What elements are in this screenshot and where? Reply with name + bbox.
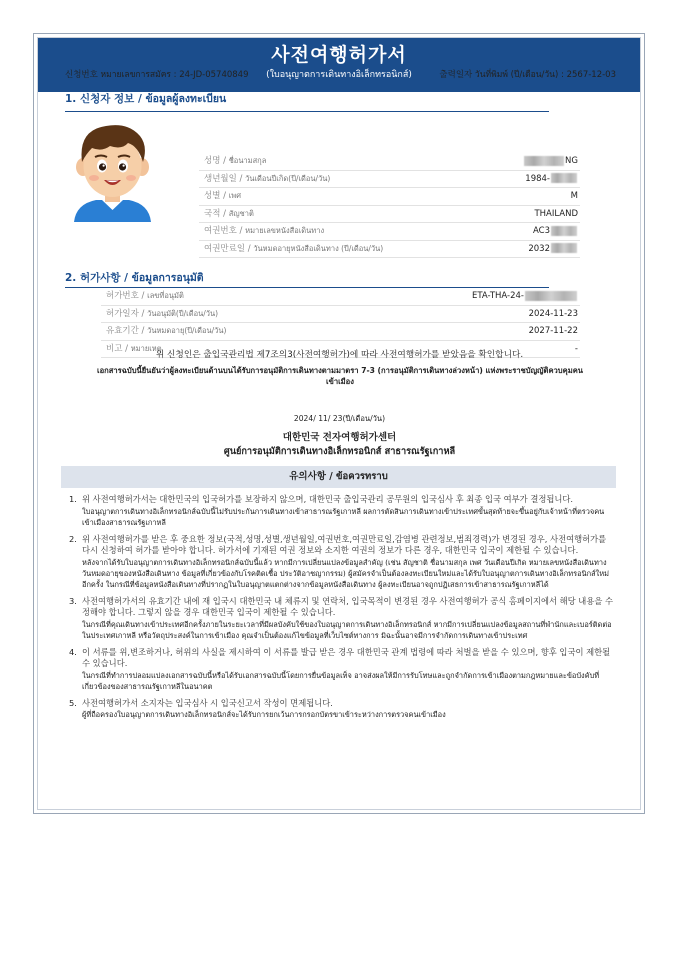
notice-text-ko: 사전여행허가서 소지자는 입국심사 시 입국신고서 작성이 면제됩니다. bbox=[82, 697, 333, 708]
notice-number: 4. bbox=[69, 646, 77, 657]
notice-text-th: ในกรณีที่คุณเดินทางเข้าประเทศอีกครั้งภายในระยะเวลาที่มีผลบังคับใช้ของใบอนุญาตการเดินทางอิเล็กทรอนิกส์ หากมีการเปลี่ยนแปลงข้อมูลสถานที่พำนักและเบอร์ติดต่อในประเทศเกาหลี หรือวัตถุประสงค์ในการเข้าเมือง คุณจำเป็นต้องแก้ไขข้อมูลที่เว็บไซต์ทางการ มิฉะนั้นอาจมีการจำกัดการเดินทางเข้าประเทศ bbox=[82, 619, 612, 640]
application-number-value: 24-JD-05740849 bbox=[179, 70, 249, 80]
redacted-block bbox=[551, 243, 577, 253]
field-label-ko: 성명 bbox=[204, 156, 221, 166]
print-date-label: 출력일자 วันที่พิมพ์ (ปี/เดือน/วัน) : bbox=[439, 70, 564, 80]
document-subtitle: (ใบอนุญาตการเดินทางอิเล็กทรอนิกส์) bbox=[266, 70, 412, 80]
field-label-ko: 비고 bbox=[106, 343, 123, 354]
field-label-ko: 허가번호 bbox=[106, 291, 139, 301]
notice-number: 3. bbox=[69, 595, 77, 606]
field-label-th: ชื่อนามสกุล bbox=[228, 156, 267, 165]
redacted-block bbox=[551, 173, 577, 183]
permit-table bbox=[101, 288, 580, 358]
notice-item bbox=[69, 494, 614, 528]
notice-number: 5. bbox=[69, 697, 77, 708]
permit-row-number: 허가번호 / เลขที่อนุมัติ ETA-THA-24- bbox=[101, 288, 580, 306]
notice-text-ko: 위 사전여행허가서는 대한민국의 입국허가를 보장하지 않으며, 대한민국 출입국관리 공무원의 입국심사 후 최종 입국 여부가 결정됩니다. bbox=[82, 494, 574, 504]
cartoon-boy-avatar-icon bbox=[66, 116, 159, 222]
field-label-ko: 여권만료일 bbox=[204, 243, 246, 254]
title-banner bbox=[38, 38, 640, 92]
field-label-th: หมายเหตุ bbox=[130, 343, 162, 353]
notice-text-th: ผู้ที่ถือครองใบอนุญาตการเดินทางอิเล็กทรอนิกส์จะได้รับการยกเว้นการกรอกบัตรขาเข้าระหว่างการตรวจคนเข้าเมือง bbox=[82, 710, 446, 719]
applicant-section-title: 1. 신청자 정보 / ข้อมูลผู้ลงทะเบียน bbox=[65, 93, 227, 105]
applicant-row-birthdate: 생년월일 / วันเดือนปีเกิด(ปี/เดือน/วัน) 1984- bbox=[199, 171, 580, 189]
confirmation-text-th: เอกสารฉบับนี้ยืนยันว่าผู้ลงทะเบียนด้านบนได้รับการอนุมัติการเดินทางตามมาตรา 7-3 (การอนุมัติการเดินทางล่วงหน้า) แห่งพระราชบัญญัติควบคุมคนเข้าเมือง bbox=[97, 366, 583, 386]
redacted-block bbox=[524, 156, 564, 166]
field-label-th: สัญชาติ bbox=[228, 208, 254, 218]
notice-number: 2. bbox=[69, 533, 77, 544]
application-number-label: 신청번호 หมายเลขการสมัคร : bbox=[65, 70, 177, 80]
notice-text-th: ใบอนุญาตการเดินทางอิเล็กทรอนิกส์ฉบับนี้ไม่รับประกันการเดินทางเข้าสาธารณรัฐเกาหลี ผลการตัดสินการเดินทางเข้าประเทศขั้นสุดท้ายจะขึ้นอยู่กับเจ้าหน้าที่ตรวจคนเข้าเมืองสาธารณรัฐเกาหลี bbox=[82, 506, 605, 527]
confirmation-text-ko: 위 신청인은 출입국관리법 제7조의3(사전여행허가)에 따라 사전여행허가를 받았음을 확인합니다. bbox=[155, 350, 524, 360]
notice-text-ko: 사전여행허가서의 유효기간 내에 재 입국시 대한민국 내 체류지 및 연락처, 입국목적이 변경된 경우 사전여행허가 공식 홈페이지에서 해당 내용을 수정해야 합니다. 그렇지 않을 경우 대한민국 입국이 제한될 수 있습니다. bbox=[82, 595, 614, 617]
applicant-row-name: 성명 / ชื่อนามสกุล NG bbox=[199, 153, 580, 171]
notice-text-th: หลังจากได้รับใบอนุญาตการเดินทางอิเล็กทรอนิกส์ฉบับนี้แล้ว หากมีการเปลี่ยนแปลงข้อมูลสำคัญ (เช่น สัญชาติ ชื่อนามสกุล เพศ วันเดือนปีเกิด หมายเลขหนังสือเดินทาง วันหมดอายุของหนังสือเดินทาง ข้อมูลที่เกี่ยวข้องกับโรคติดเชื้อ ประวัติอาชญากรรม) ผู้สมัครจำเป็นต้องลงทะเบียนใหม่และได้รับใบอนุญาตการเดินทางอิเล็กทรอนิกส์ใหม่อีกครั้ง ในกรณีที่ข้อมูลหนังสือเดินทางที่ปรากฏในใบอนุญาตแตกต่างจากข้อมูลหนังสือเดินทาง ผู้ลงทะเบียนอาจถูกปฏิเสธการเข้าสาธารณรัฐเกาหลีได้ bbox=[82, 557, 609, 589]
field-value: ETA-THA-24- bbox=[472, 291, 524, 301]
field-label-th: วันอนุมัติ(ปี/เดือน/วัน) bbox=[147, 308, 218, 318]
field-label-ko: 유효기간 bbox=[106, 326, 139, 336]
print-date-value: 2567-12-03 bbox=[566, 70, 616, 80]
field-value: 1984- bbox=[525, 173, 550, 184]
applicant-section-divider bbox=[65, 111, 549, 112]
field-label-ko: 생년월일 bbox=[204, 173, 237, 184]
notice-text-th: ในกรณีที่ทำการปลอมแปลงเอกสารฉบับนี้หรือได้รับเอกสารฉบับนี้โดยการยื่นข้อมูลเท็จ อาจส่งผลให้มีการรับโทษและถูกจำกัดการเข้าเมืองตามกฎหมายและข้อบังคับที่เกี่ยวข้องของสาธารณรัฐเกาหลีในอนาคต bbox=[82, 670, 600, 691]
redacted-block bbox=[551, 226, 577, 236]
field-value: AC3 bbox=[532, 226, 550, 236]
redacted-block bbox=[525, 291, 577, 301]
applicant-row-passport-expiry: 여권만료일 / วันหมดอายุหนังสือเดินทาง (ปี/เดือน/วัน) 2032 bbox=[199, 241, 580, 259]
notice-number: 1. bbox=[69, 494, 77, 504]
application-number bbox=[65, 69, 249, 81]
field-value: - bbox=[574, 343, 578, 354]
field-value: 2027-11-22 bbox=[528, 326, 578, 336]
applicant-row-nationality: 국적 / สัญชาติ THAILAND bbox=[199, 206, 580, 224]
issuer-name-th: ศูนย์การอนุมัติการเดินทางอิเล็กทรอนิกส์ สาธารณรัฐเกาหลี bbox=[223, 446, 456, 457]
field-label-th: หมายเลขหนังสือเดินทาง bbox=[245, 226, 325, 235]
field-label-th: วันหมดอายุ(ปี/เดือน/วัน) bbox=[147, 326, 227, 335]
notice-item bbox=[69, 646, 614, 692]
notice-text-ko: 위 사전여행허가를 받은 후 중요한 정보(국적,성명,성별,생년월일,여권번호,여권만료일,감염병 관련정보,범죄경력)가 변경된 경우, 사전여행허가를 다시 신청하여 허가를 받아야 합니다. 허가서에 기재된 여권 정보와 소지한 여권의 정보가 다른 경우, 대한민국 입국이 제한될 수 있습니다. bbox=[82, 533, 607, 555]
field-value: 2024-11-23 bbox=[528, 308, 578, 319]
field-value: NG bbox=[565, 156, 578, 166]
field-label-ko: 국적 bbox=[204, 208, 221, 219]
field-label-th: วันเดือนปีเกิด(ปี/เดือน/วัน) bbox=[245, 173, 331, 183]
issue-date: 2024/ 11/ 23(ปี/เดือน/วัน) bbox=[293, 414, 386, 423]
field-label-th: วันหมดอายุหนังสือเดินทาง (ปี/เดือน/วัน) bbox=[253, 243, 384, 253]
notice-list bbox=[66, 494, 614, 726]
permit-row-validity: 유효기간 / วันหมดอายุ(ปี/เดือน/วัน) 2027-11-22 bbox=[101, 323, 580, 341]
field-label-th: เพศ bbox=[228, 191, 241, 200]
permit-row-date: 허가일자 / วันอนุมัติ(ปี/เดือน/วัน) 2024-11-23 bbox=[101, 306, 580, 324]
field-label-ko: 성별 bbox=[204, 191, 221, 201]
applicant-table bbox=[199, 153, 580, 258]
notice-item bbox=[69, 533, 614, 590]
notice-item bbox=[69, 595, 614, 641]
field-label-ko: 허가일자 bbox=[106, 308, 139, 319]
notice-item bbox=[69, 697, 614, 721]
applicant-row-passport-no: 여권번호 / หมายเลขหนังสือเดินทาง AC3 bbox=[199, 223, 580, 241]
field-label-ko: 여권번호 bbox=[204, 226, 237, 236]
issuer-name-ko: 대한민국 전자여행허가센터 bbox=[282, 432, 397, 443]
field-label-th: เลขที่อนุมัติ bbox=[147, 291, 184, 300]
permit-section-title: 2. 허가사항 / ข้อมูลการอนุมัติ bbox=[65, 272, 204, 284]
field-value: THAILAND bbox=[534, 208, 578, 219]
notice-text-ko: 이 서류를 위,변조하거나, 허위의 사실을 제시하여 이 서류를 발급 받은 경우 대한민국 관계 법령에 따라 처벌을 받을 수 있으며, 향후 입국이 제한될 수 있습니다. bbox=[82, 646, 611, 668]
document-title: 사전여행허가서 bbox=[271, 44, 407, 66]
applicant-row-sex: 성별 / เพศ M bbox=[199, 188, 580, 206]
field-value: 2032 bbox=[528, 243, 550, 254]
notice-title: 유의사항 / ข้อควรทราบ bbox=[61, 466, 616, 488]
permit-row-remarks: 비고 / หมายเหตุ - bbox=[101, 341, 580, 359]
field-value: M bbox=[570, 191, 578, 201]
print-date bbox=[439, 69, 616, 81]
